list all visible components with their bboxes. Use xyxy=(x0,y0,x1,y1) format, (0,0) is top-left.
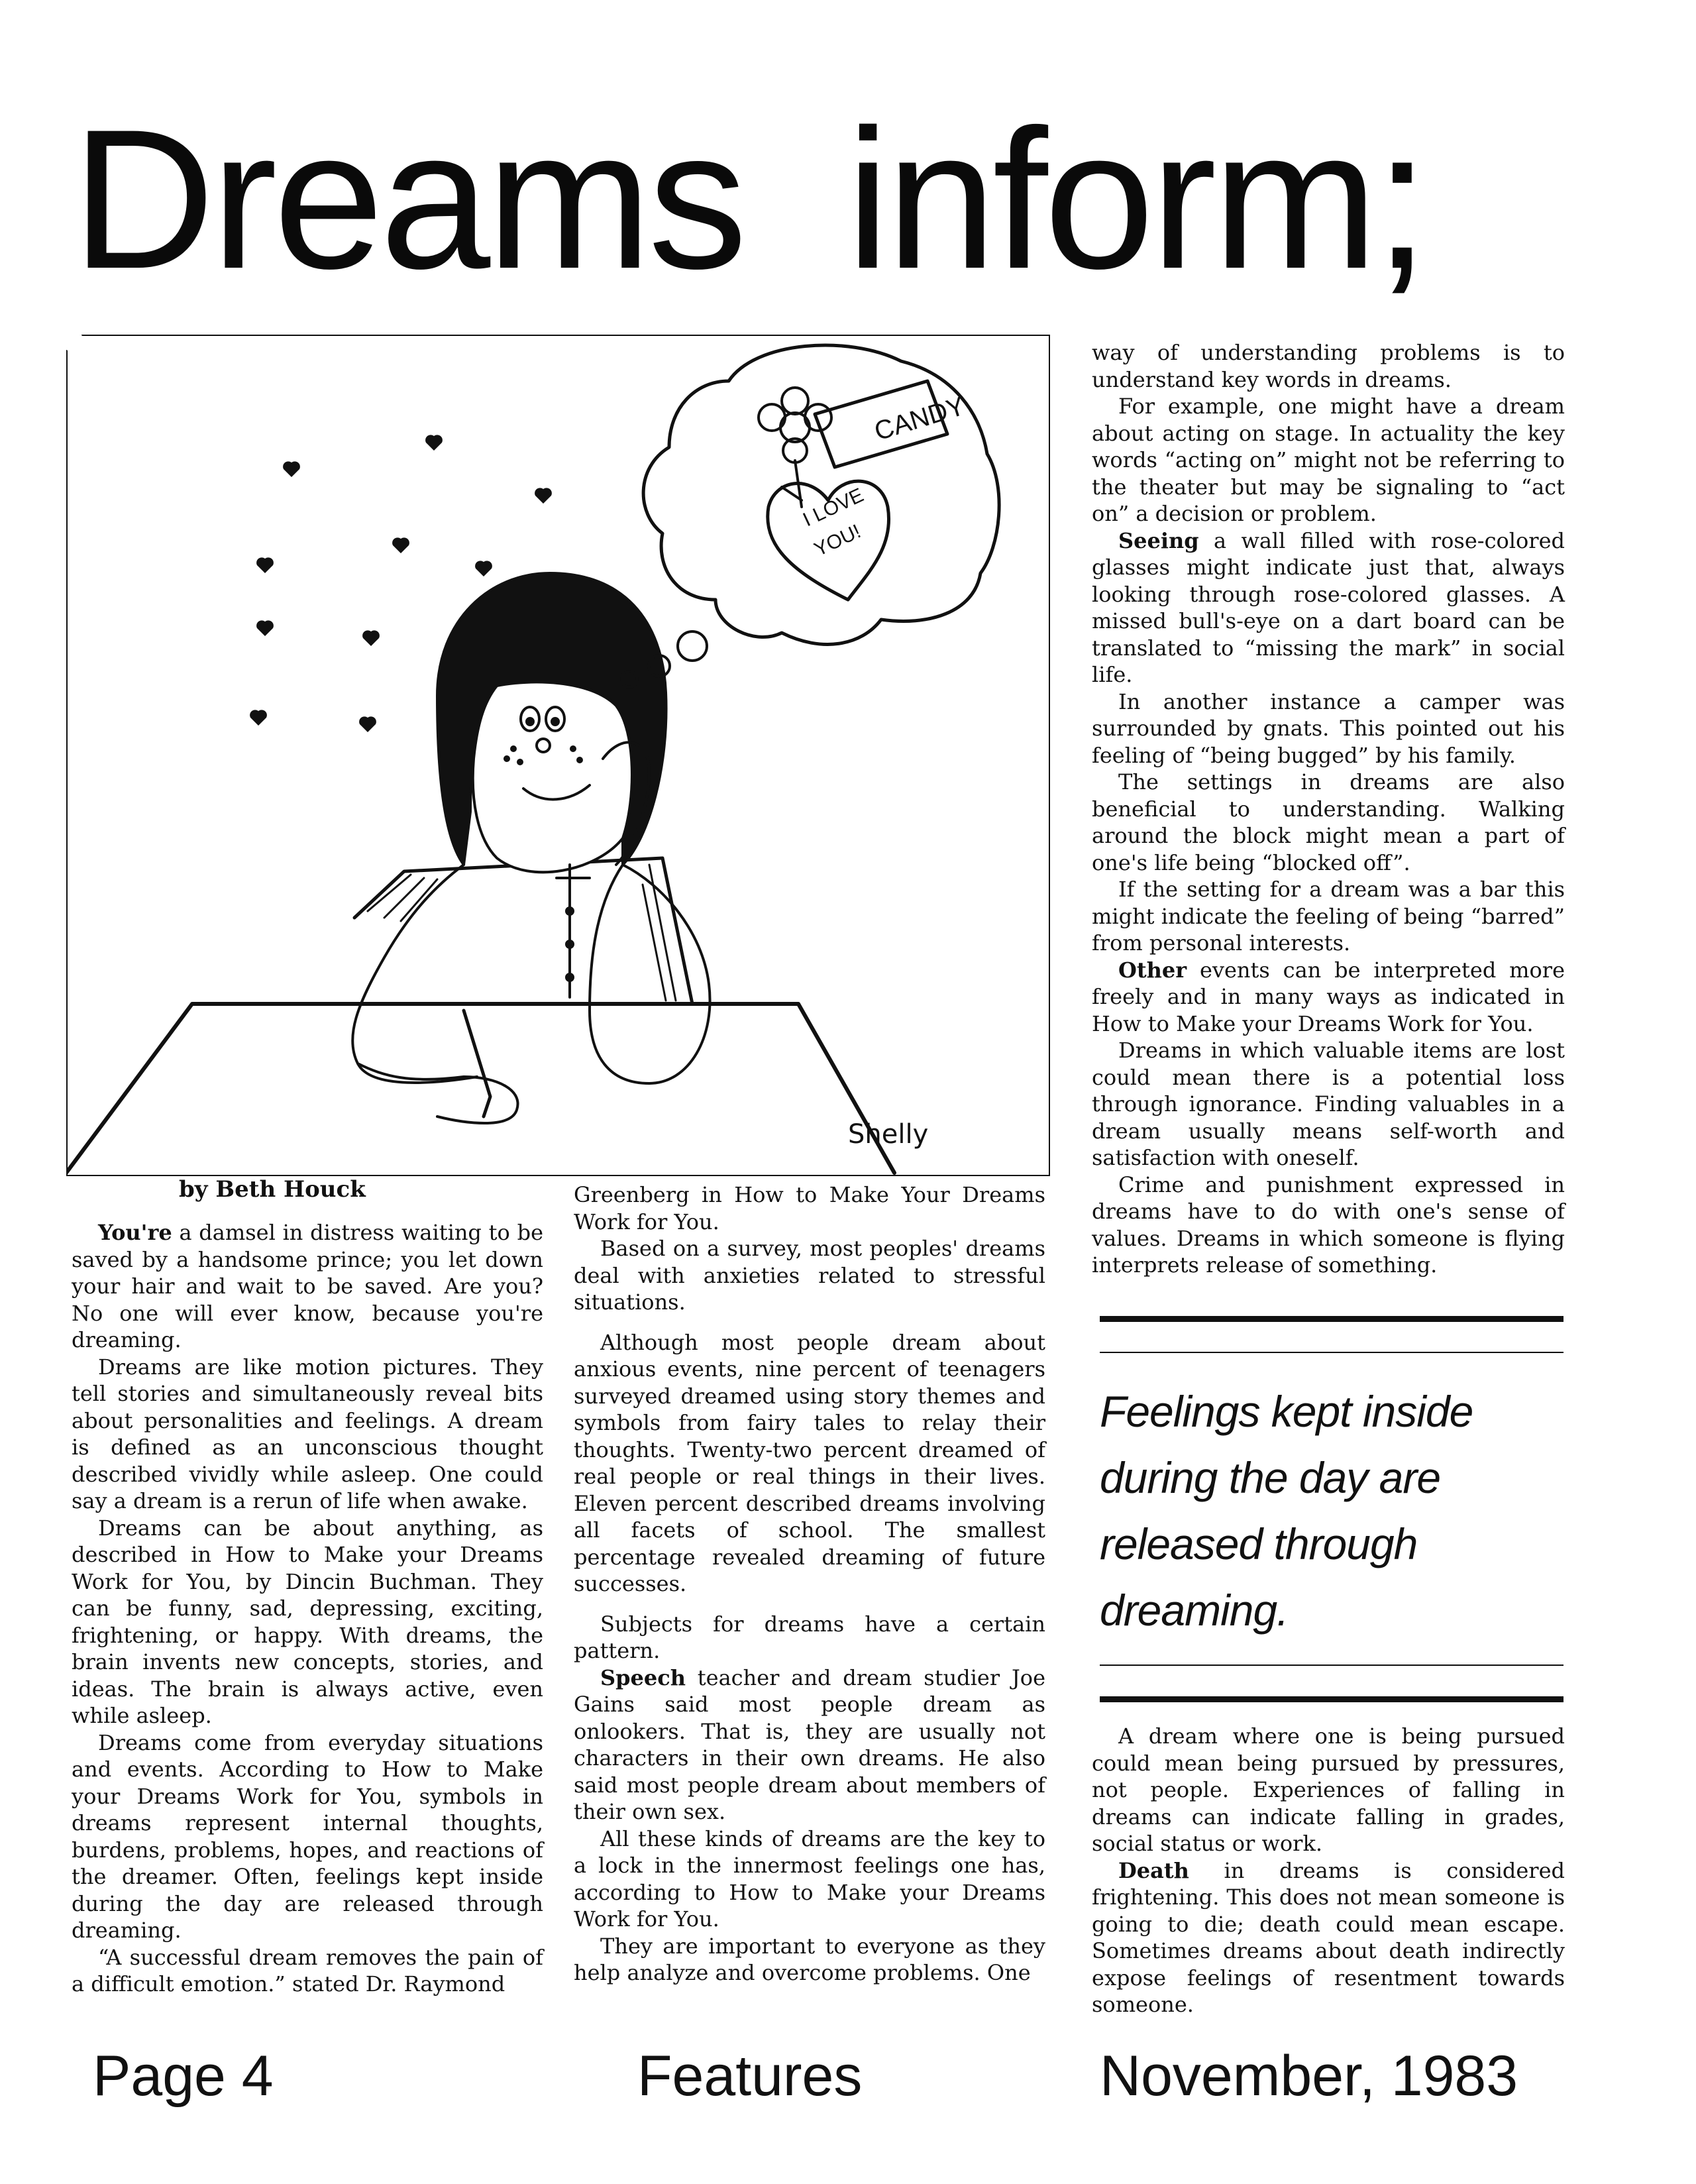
paragraph: Crime and punishment expressed in dreams have to do with one's sense of values. Dreams in which someone is flying interprets release of something. xyxy=(1092,1172,1565,1278)
paragraph: If the setting for a dream was a bar this might indicate the feeling of being “barred” from personal interests. xyxy=(1092,877,1565,956)
pullquote-rule-bottom-thin xyxy=(1100,1665,1564,1666)
pullquote-rule-bottom-thick xyxy=(1100,1696,1564,1702)
paragraph: Death in dreams is considered frightening. This does not mean someone is going to die; death could mean escape. Sometimes dreams about death indirectly expose feelings of resentment towards someone. xyxy=(1092,1857,1565,2017)
paragraph: All these kinds of dreams are the key to a lock in the innermost feelings one has, according to How to Make your Dreams Work for You. xyxy=(574,1826,1045,1932)
paragraph: Subjects for dreams have a certain pattern. xyxy=(574,1611,1045,1663)
heart-label-line1: I LOVE xyxy=(800,484,867,531)
paragraph: In another instance a camper was surrounded by gnats. This pointed out his feeling of “being bugged” by his family. xyxy=(1092,688,1565,768)
paragraph: Although most people dream about anxious events, nine percent of teenagers surveyed dreamed using story themes and symbols from fairy tales to relay their thoughts. Twenty-two percent dreamed of real people or real things in their lives. Eleven percent described dreams involving all facets of school. The smallest percentage revealed dreaming of future successes. xyxy=(574,1329,1045,1596)
paragraph: “A successful dream removes the pain of a difficult emotion.” stated Dr. Raymond xyxy=(72,1944,543,1996)
lead-word: Death xyxy=(1118,1857,1189,1883)
pull-quote: Feelings kept inside during the day are released through dreaming. xyxy=(1100,1387,1473,1635)
paragraph: Dreams are like motion pictures. They tell stories and simultaneously reveal bits about personalities and feelings. A dream is defined as an unconscious thought described vividly while asleep. One could say a dream is a rerun of life when awake. xyxy=(72,1354,543,1513)
pullquote-rule-top-thick xyxy=(1100,1316,1564,1322)
desk xyxy=(66,1004,894,1173)
lead-word: Speech xyxy=(600,1665,686,1690)
paragraph: Speech teacher and dream studier Joe Gains said most people dream as onlookers. That is, they are usually not characters in their own dreams. He also said most people dream about members of their own sex. xyxy=(574,1665,1045,1824)
paragraph: Dreams can be about anything, as described in How to Make your Dreams Work for You, by Dincin Buchman. They can be funny, sad, depressing, exciting, frightening, or happy. With dreams, the brain invents new concepts, stories, and ideas. The brain is always active, even while asleep. xyxy=(72,1515,543,1728)
artist-signature: Shelly xyxy=(848,1119,929,1150)
cartoon-illustration xyxy=(66,335,1050,1176)
footer-date: November, 1983 xyxy=(1100,2044,1518,2108)
lead-word: You're xyxy=(98,1220,172,1245)
heart-label-line2: YOU! xyxy=(811,520,865,561)
article-column-3 xyxy=(1092,339,1565,1279)
paragraph: way of understanding problems is to understand key words in dreams. xyxy=(1092,340,1565,392)
footer-page-number: Page 4 xyxy=(93,2044,274,2108)
paragraph: A dream where one is being pursued could mean being pursued by pressures, not people. Experiences of falling in dreams can indicate falling in grades, social status or work. xyxy=(1092,1723,1565,1856)
paragraph: Other events can be interpreted more freely and in many ways as indicated in How to Make your Dreams Work for You. xyxy=(1092,957,1565,1036)
paragraph: Seeing a wall filled with rose-colored glasses might indicate just that, always looking through rose-colored glasses. A missed bull's-eye on a dart board can be translated to “missing the mark” in social life. xyxy=(1092,527,1565,687)
paragraph: For example, one might have a dream about acting on stage. In actuality the key words “acting on” might not be referring to the theater but may be signaling to “act on” a decision or problem. xyxy=(1092,394,1565,526)
lead-word: Other xyxy=(1118,957,1187,983)
lead-word: Seeing xyxy=(1118,527,1199,553)
footer-section: Features xyxy=(637,2044,863,2108)
paragraph: They are important to everyone as they help analyze and overcome problems. One xyxy=(574,1933,1045,1985)
headline: Dreams inform; xyxy=(72,87,1426,310)
paragraph: Dreams come from everyday situations and events. According to How to Make your Dreams Work for You, symbols in dreams represent internal thoughts, burdens, problems, hopes, and reactions of the dreamer. Often, feelings kept inside during the day are released through dreaming. xyxy=(72,1729,543,1943)
paragraph: You're a damsel in distress waiting to be saved by a handsome prince; you let down your hair and wait to be saved. Are you? No one will ever know, because you're dreaming. xyxy=(72,1220,543,1352)
paragraph: Dreams in which valuable items are lost could mean there is a potential loss through ignorance. Finding valuables in a dream usually means self-worth and satisfaction with oneself. xyxy=(1092,1038,1565,1170)
article-column-3-lower xyxy=(1092,1723,1565,2018)
article-column-2 xyxy=(574,1181,1045,1987)
paragraph: Based on a survey, most peoples' dreams deal with anxieties related to stressful situations. xyxy=(574,1236,1045,1315)
paragraph: The settings in dreams are also beneficial to understanding. Walking around the block might mean a part of one's life being “blocked off”. xyxy=(1092,769,1565,875)
pullquote-rule-top-thin xyxy=(1100,1352,1564,1353)
article-column-1 xyxy=(72,1219,543,1998)
byline: by Beth Houck xyxy=(179,1176,366,1203)
candy-label: CANDY xyxy=(871,391,969,447)
paragraph: Greenberg in How to Make Your Dreams Work for You. xyxy=(574,1182,1045,1234)
